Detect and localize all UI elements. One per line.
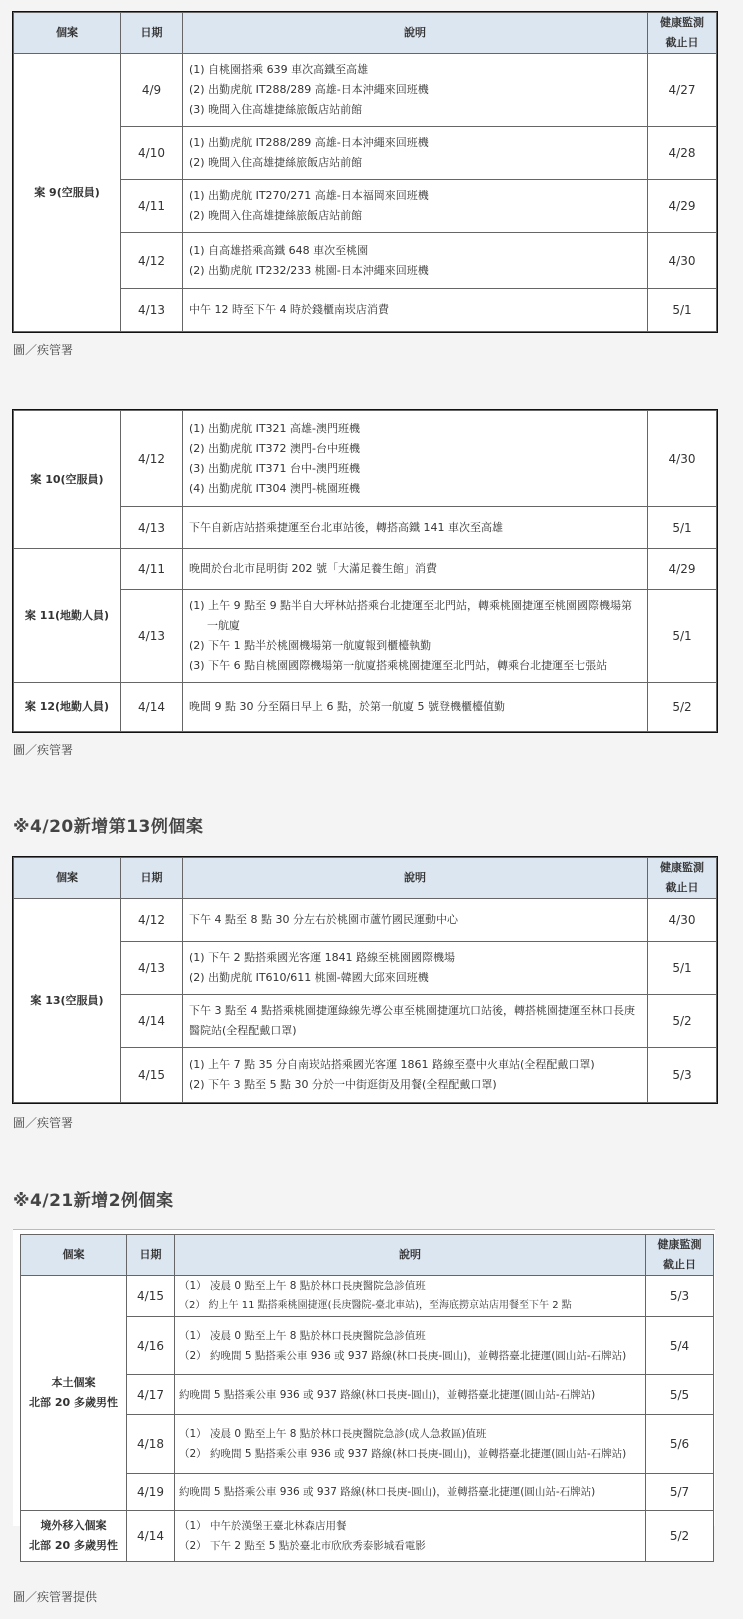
row-end-date: 5/2 xyxy=(648,683,717,732)
row-end-date: 4/29 xyxy=(648,180,717,233)
row-date: 4/11 xyxy=(121,549,183,590)
row-desc: （1） 凌晨 0 點至上午 8 點於林口長庚醫院急診值班 （2） 約晚間 5 點搭乘公車 936 或 937 路線(林口長庚-圓山)，並轉搭臺北捷運(圓山站-石牌站) xyxy=(175,1317,646,1375)
case-label: 境外移入個案 北部 20 多歲男性 xyxy=(21,1511,127,1562)
case-label: 案 12(地勤人員) xyxy=(14,683,121,732)
table-row xyxy=(14,411,717,507)
row-end-date: 4/27 xyxy=(648,54,717,127)
row-end-date: 5/1 xyxy=(648,289,717,332)
row-end-date: 4/29 xyxy=(648,549,717,590)
row-desc: (1) 出勤虎航 IT321 高雄-澳門班機 (2) 出勤虎航 IT372 澳門-台中班機 (3) 出勤虎航 IT371 台中-澳門班機 (4) 出勤虎航 IT304 澳門-桃園班機 xyxy=(183,411,648,507)
row-date: 4/16 xyxy=(127,1317,175,1375)
row-desc: (1) 自高雄搭乘高鐵 648 車次至桃園 (2) 出勤虎航 IT232/233 桃園-日本沖繩來回班機 xyxy=(183,233,648,289)
row-end-date: 5/2 xyxy=(646,1511,714,1562)
row-desc: 下午自新店站搭乘捷運至台北車站後，轉搭高鐵 141 車次至高雄 xyxy=(183,507,648,549)
table-header-row xyxy=(14,13,717,54)
row-desc: （1） 凌晨 0 點至上午 8 點於林口長庚醫院急診(成人急救區)值班 （2） 約晚間 5 點搭乘公車 936 或 937 路線(林口長庚-圓山)，並轉搭臺北捷運(圓山站-石牌站) xyxy=(175,1415,646,1474)
row-desc: 下午 4 點至 8 點 30 分左右於桃園市蘆竹國民運動中心 xyxy=(183,899,648,942)
row-date: 4/12 xyxy=(121,233,183,289)
row-date: 4/13 xyxy=(121,507,183,549)
row-date: 4/14 xyxy=(127,1511,175,1562)
row-end-date: 5/5 xyxy=(646,1375,714,1415)
row-end-date: 5/3 xyxy=(646,1276,714,1317)
row-desc: (1) 出勤虎航 IT288/289 高雄-日本沖繩來回班機 (2) 晚間入住高雄捷絲旅飯店站前館 xyxy=(183,127,648,180)
table-row xyxy=(14,549,717,590)
row-date: 4/17 xyxy=(127,1375,175,1415)
header-date: 日期 xyxy=(121,13,183,54)
row-end-date: 4/30 xyxy=(648,233,717,289)
row-end-date: 5/1 xyxy=(648,590,717,683)
row-date: 4/9 xyxy=(121,54,183,127)
row-desc: 約晚間 5 點搭乘公車 936 或 937 路線(林口長庚-圓山)，並轉搭臺北捷運(圓山站-石牌站) xyxy=(175,1375,646,1415)
row-end-date: 4/28 xyxy=(648,127,717,180)
row-desc: 約晚間 5 點搭乘公車 936 或 937 路線(林口長庚-圓山)，並轉搭臺北捷運(圓山站-石牌站) xyxy=(175,1474,646,1511)
row-date: 4/11 xyxy=(121,180,183,233)
table-row xyxy=(21,1276,714,1317)
header-end-date: 健康監測 截止日 xyxy=(648,858,717,899)
header-case: 個案 xyxy=(21,1235,127,1276)
table-row xyxy=(21,1511,714,1562)
image-caption: 圖／疾管署提供 xyxy=(13,1590,98,1604)
row-desc: （1） 中午於漢堡王臺北林森店用餐 （2） 下午 2 點至 5 點於臺北市欣欣秀泰影城看電影 xyxy=(175,1511,646,1562)
section-heading: ※4/20新增第13例個案 xyxy=(13,817,204,837)
row-end-date: 5/2 xyxy=(648,995,717,1048)
row-desc: (1) 出勤虎航 IT270/271 高雄-日本福岡來回班機 (2) 晚間入住高雄捷絲旅飯店站前館 xyxy=(183,180,648,233)
row-desc: 晚間於台北市昆明街 202 號「大滿足養生館」消費 xyxy=(183,549,648,590)
header-end-date: 健康監測 截止日 xyxy=(646,1235,714,1276)
row-desc: (1) 下午 2 點搭乘國光客運 1841 路線至桃園國際機場 (2) 出勤虎航 IT610/611 桃園-韓國大邱來回班機 xyxy=(183,942,648,995)
header-desc: 說明 xyxy=(183,858,648,899)
row-desc: （1） 凌晨 0 點至上午 8 點於林口長庚醫院急診值班 （2） 約上午 11 點搭乘桃園捷運(長庚醫院-臺北車站)，至海底撈京站店用餐至下午 2 點 xyxy=(175,1276,646,1317)
row-end-date: 5/4 xyxy=(646,1317,714,1375)
row-end-date: 4/30 xyxy=(648,411,717,507)
row-desc: 下午 3 點至 4 點搭乘桃園捷運綠線先導公車至桃園捷運坑口站後，轉搭桃園捷運至林口長庚醫院站(全程配戴口罩) xyxy=(183,995,648,1048)
row-end-date: 5/7 xyxy=(646,1474,714,1511)
header-desc: 說明 xyxy=(183,13,648,54)
row-end-date: 5/3 xyxy=(648,1048,717,1103)
case-label: 案 13(空服員) xyxy=(14,899,121,1103)
row-date: 4/12 xyxy=(121,899,183,942)
header-case: 個案 xyxy=(14,858,121,899)
case-table-9 xyxy=(13,12,717,332)
header-end-date: 健康監測 截止日 xyxy=(648,13,717,54)
table-row xyxy=(14,54,717,127)
row-desc: (1) 自桃園搭乘 639 車次高鐵至高雄 (2) 出勤虎航 IT288/289 高雄-日本沖繩來回班機 (3) 晚間入住高雄捷絲旅飯店站前館 xyxy=(183,54,648,127)
case-label: 本土個案 北部 20 多歲男性 xyxy=(21,1276,127,1511)
image-caption: 圖／疾管署 xyxy=(13,343,74,357)
row-date: 4/13 xyxy=(121,942,183,995)
table-header-row xyxy=(14,858,717,899)
case-label: 案 10(空服員) xyxy=(14,411,121,549)
table-row xyxy=(14,899,717,942)
row-desc: 中午 12 時至下午 4 時於錢櫃南崁店消費 xyxy=(183,289,648,332)
case-table-0421 xyxy=(20,1234,714,1562)
row-date: 4/13 xyxy=(121,289,183,332)
table-header-row xyxy=(21,1235,714,1276)
case-label: 案 9(空服員) xyxy=(14,54,121,332)
row-end-date: 5/6 xyxy=(646,1415,714,1474)
row-date: 4/15 xyxy=(127,1276,175,1317)
row-date: 4/14 xyxy=(121,995,183,1048)
case-label: 案 11(地勤人員) xyxy=(14,549,121,683)
row-end-date: 5/1 xyxy=(648,942,717,995)
case-table-10-12 xyxy=(13,410,717,732)
row-desc: (1) 上午 9 點至 9 點半自大坪林站搭乘台北捷運至北門站，轉乘桃園捷運至桃園國際機場第一航廈 (2) 下午 1 點半於桃園機場第一航廈報到櫃檯執勤 (3) 下午 6 點自桃園國際機場第一航廈搭乘桃園捷運至北門站，轉乘台北捷運至七張站 xyxy=(183,590,648,683)
header-date: 日期 xyxy=(127,1235,175,1276)
table-row xyxy=(14,683,717,732)
row-date: 4/14 xyxy=(121,683,183,732)
row-desc: (1) 上午 7 點 35 分自南崁站搭乘國光客運 1861 路線至臺中火車站(全程配戴口罩) (2) 下午 3 點至 5 點 30 分於一中街逛街及用餐(全程配戴口罩) xyxy=(183,1048,648,1103)
row-date: 4/13 xyxy=(121,590,183,683)
section-heading: ※4/21新增2例個案 xyxy=(13,1191,174,1211)
case-table-13 xyxy=(13,857,717,1103)
row-end-date: 4/30 xyxy=(648,899,717,942)
row-desc: 晚間 9 點 30 分至隔日早上 6 點，於第一航廈 5 號登機櫃檯值勤 xyxy=(183,683,648,732)
header-case: 個案 xyxy=(14,13,121,54)
row-end-date: 5/1 xyxy=(648,507,717,549)
row-date: 4/15 xyxy=(121,1048,183,1103)
row-date: 4/10 xyxy=(121,127,183,180)
row-date: 4/19 xyxy=(127,1474,175,1511)
row-date: 4/18 xyxy=(127,1415,175,1474)
image-caption: 圖／疾管署 xyxy=(13,743,74,757)
image-caption: 圖／疾管署 xyxy=(13,1116,74,1130)
header-desc: 說明 xyxy=(175,1235,646,1276)
header-date: 日期 xyxy=(121,858,183,899)
row-date: 4/12 xyxy=(121,411,183,507)
